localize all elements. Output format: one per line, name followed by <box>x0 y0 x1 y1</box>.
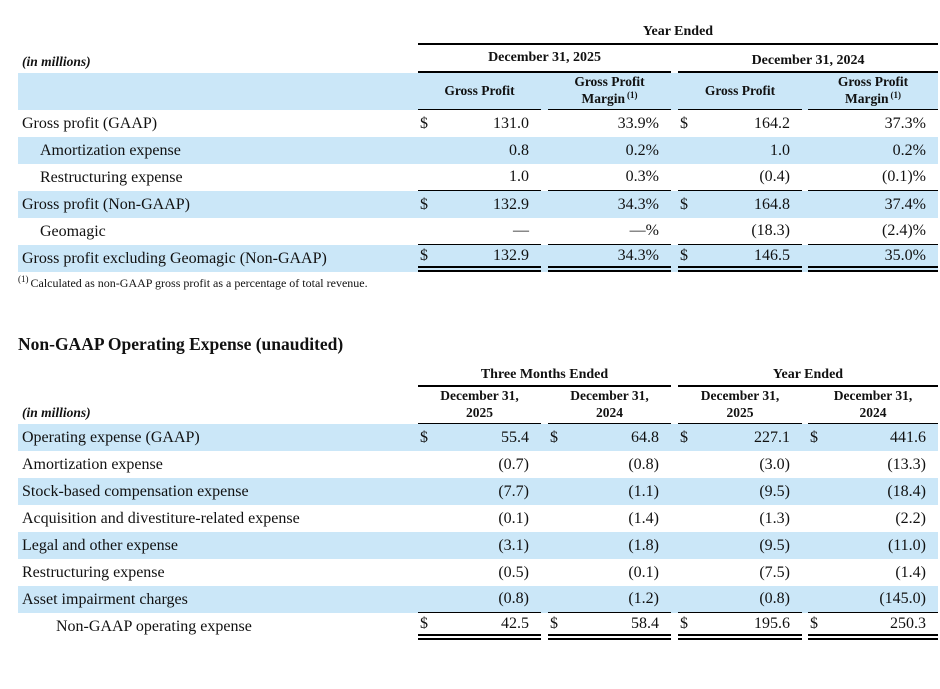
cell <box>418 110 548 137</box>
currency-symbol: $ <box>810 614 818 632</box>
table-row <box>18 586 938 613</box>
table-row <box>18 424 938 451</box>
currency-symbol: $ <box>550 614 558 632</box>
column-label-line2: 2025 <box>466 405 493 420</box>
cell-value: 33.9% <box>617 114 659 132</box>
cell <box>678 559 808 586</box>
year-ended-header: Year Ended <box>418 24 938 45</box>
cell <box>418 191 548 218</box>
cell <box>548 164 678 191</box>
cell <box>678 532 808 559</box>
column-label: Gross Profit <box>837 74 909 90</box>
cell-value: (0.1) <box>628 563 659 581</box>
cell-value: 55.4 <box>501 428 529 446</box>
cell-value: 132.9 <box>493 195 529 213</box>
cell-value: (0.4) <box>759 168 790 185</box>
row-label: Stock-based compensation expense <box>22 482 249 500</box>
column-label: Gross Profit <box>704 82 776 98</box>
cell <box>418 559 548 586</box>
cell-value: 0.2% <box>892 141 926 159</box>
gross-profit-table <box>18 24 938 292</box>
cell <box>808 164 938 191</box>
column-label: December 31, <box>570 388 649 404</box>
cell <box>418 164 548 191</box>
column-header-row <box>18 73 938 110</box>
spacer <box>18 365 418 387</box>
period-header-2025 <box>418 45 671 73</box>
footnote-text: Calculated as non-GAAP gross profit as a percentage of total revenue. <box>30 276 368 290</box>
footnote-marker: (1) <box>18 274 29 284</box>
currency-symbol: $ <box>420 246 428 264</box>
cell-value: (1.8) <box>628 536 659 554</box>
footnote-marker: (1) <box>627 89 638 100</box>
cell-value: (0.8) <box>628 455 659 473</box>
cell <box>418 505 548 532</box>
period-label: Three Months Ended <box>480 367 609 382</box>
table-row <box>18 532 938 559</box>
cell <box>678 586 808 613</box>
row-label: Geomagic <box>40 222 106 240</box>
cell-value: (1.4) <box>628 509 659 527</box>
currency-symbol: $ <box>420 195 428 213</box>
currency-symbol: $ <box>680 246 688 264</box>
cell-value: (0.8) <box>759 590 790 607</box>
row-label: Non-GAAP operating expense <box>56 617 252 635</box>
column-label-line2: 2025 <box>726 405 754 420</box>
cell <box>418 478 548 505</box>
table-row <box>18 478 938 505</box>
cell-value: 35.0% <box>884 246 926 264</box>
in-millions-label: (in millions) <box>22 405 91 420</box>
period-group-header-row <box>18 365 938 387</box>
currency-symbol: $ <box>550 428 558 446</box>
cell-value: (3.0) <box>759 455 790 473</box>
cell-value: (7.7) <box>498 482 529 500</box>
cell <box>808 532 938 559</box>
in-millions-label: (in millions) <box>22 54 91 69</box>
column-header-date <box>678 387 808 424</box>
cell <box>808 451 938 478</box>
cell <box>808 191 938 218</box>
column-label-line2: 2024 <box>859 405 887 420</box>
cell <box>678 137 808 164</box>
cell <box>418 137 548 164</box>
cell <box>678 218 808 245</box>
cell-value: 34.3% <box>617 195 659 213</box>
row-label: Restructuring expense <box>22 563 165 581</box>
cell-value: (0.1) <box>498 509 529 527</box>
cell-value: 64.8 <box>631 428 659 446</box>
column-header-date <box>808 387 938 424</box>
cell <box>548 559 678 586</box>
row-label: Amortization expense <box>40 141 181 159</box>
cell <box>418 613 548 640</box>
table-row <box>18 505 938 532</box>
cell-value: 0.3% <box>625 168 659 185</box>
cell <box>808 613 938 640</box>
cell-value: 131.0 <box>493 114 529 132</box>
cell <box>548 505 678 532</box>
row-label: Gross profit (GAAP) <box>22 114 158 132</box>
table-row <box>18 110 938 137</box>
column-label-line2: 2024 <box>596 405 623 420</box>
column-header-date <box>548 387 678 424</box>
column-label: December 31, <box>700 388 780 404</box>
cell <box>808 586 938 613</box>
cell <box>808 245 938 272</box>
cell <box>418 586 548 613</box>
cell <box>548 218 678 245</box>
period-header-2024 <box>678 45 938 73</box>
table-row <box>18 218 938 245</box>
cell-value: 195.6 <box>754 614 790 632</box>
column-label: Gross Profit <box>444 82 515 98</box>
cell-value: 250.3 <box>890 614 926 632</box>
cell-value: (7.5) <box>759 563 790 581</box>
cell-value: 164.2 <box>754 114 790 132</box>
section-title: Non-GAAP Operating Expense (unaudited) <box>18 334 344 354</box>
cell-value: 37.3% <box>884 114 926 132</box>
currency-symbol: $ <box>420 114 428 132</box>
cell-value: 0.2% <box>625 141 659 159</box>
cell-value: (9.5) <box>759 536 790 554</box>
cell <box>808 424 938 451</box>
currency-symbol: $ <box>680 114 688 132</box>
cell-value: 34.3% <box>617 246 659 264</box>
cell <box>418 451 548 478</box>
cell-value: 58.4 <box>631 614 659 632</box>
cell <box>678 164 808 191</box>
row-label: Amortization expense <box>22 455 163 473</box>
cell-value: (145.0) <box>879 590 926 607</box>
currency-symbol: $ <box>420 614 428 632</box>
column-header-gross-profit-margin <box>808 73 938 110</box>
row-label: Acquisition and divestiture-related expense <box>22 509 300 527</box>
cell-value: 132.9 <box>493 246 529 264</box>
cell-value: (0.1)% <box>882 168 926 185</box>
cell-value: 146.5 <box>754 246 790 264</box>
column-label: December 31, <box>833 388 913 404</box>
table-row <box>18 164 938 191</box>
cell-value: (18.3) <box>751 222 790 239</box>
cell <box>548 137 678 164</box>
cell <box>678 245 808 272</box>
cell <box>808 505 938 532</box>
cell-value: (2.4)% <box>882 222 926 239</box>
row-label: Legal and other expense <box>22 536 178 554</box>
cell-value: (9.5) <box>759 482 790 500</box>
cell-value: 164.8 <box>754 195 790 213</box>
cell-value: (0.5) <box>498 563 529 581</box>
column-label: Gross Profit <box>574 74 645 90</box>
cell <box>808 559 938 586</box>
table-row <box>18 191 938 218</box>
row-label: Asset impairment charges <box>22 590 188 608</box>
cell <box>418 424 548 451</box>
cell <box>548 478 678 505</box>
cell-value: (1.2) <box>628 590 659 607</box>
cell-value: (18.4) <box>887 482 926 500</box>
cell <box>808 110 938 137</box>
currency-symbol: $ <box>680 195 688 213</box>
spacer <box>18 73 418 110</box>
cell-value: (1.1) <box>628 482 659 500</box>
year-ended-header <box>678 365 938 387</box>
table-row <box>18 559 938 586</box>
column-label-line2: Margin $^{(1)}$ <box>581 89 638 106</box>
cell <box>678 505 808 532</box>
cell <box>548 586 678 613</box>
row-label: Operating expense (GAAP) <box>22 428 200 446</box>
period-label: Year Ended <box>772 367 844 382</box>
three-months-ended-header <box>418 365 671 387</box>
column-label: December 31, <box>440 388 519 404</box>
footnote <box>18 272 938 292</box>
cell <box>678 424 808 451</box>
table-header-row <box>18 24 938 45</box>
table-row <box>18 613 938 640</box>
cell-value: (2.2) <box>895 509 926 527</box>
cell <box>808 137 938 164</box>
cell <box>808 218 938 245</box>
row-label: Restructuring expense <box>40 168 183 186</box>
cell-value: 0.8 <box>509 141 529 159</box>
cell-value: — <box>513 222 529 239</box>
spacer <box>18 24 418 45</box>
currency-symbol: $ <box>680 614 688 632</box>
cell <box>678 110 808 137</box>
cell-value: 37.4% <box>884 195 926 213</box>
table-row <box>18 451 938 478</box>
column-header-gross-profit <box>678 73 808 110</box>
cell-value: 441.6 <box>890 428 926 446</box>
cell <box>548 424 678 451</box>
cell-value: (0.7) <box>498 455 529 473</box>
currency-symbol: $ <box>810 428 818 446</box>
cell <box>548 110 678 137</box>
cell-value: (11.0) <box>887 536 926 554</box>
period-label: December 31, 2024 <box>751 52 865 68</box>
column-header-gross-profit <box>418 73 548 110</box>
cell <box>808 478 938 505</box>
cell-value: 42.5 <box>501 614 529 632</box>
cell-value: (3.1) <box>498 536 529 554</box>
cell-value: (1.4) <box>895 563 926 581</box>
cell-value: —% <box>629 222 659 239</box>
cell-value: 1.0 <box>509 168 529 185</box>
cell <box>548 451 678 478</box>
table-row <box>18 137 938 164</box>
cell <box>418 245 548 272</box>
operating-expense-table <box>18 365 938 640</box>
period-header-row <box>18 45 938 73</box>
column-label-line2: Margin $^{(1)}$ <box>845 89 901 106</box>
cell <box>678 191 808 218</box>
cell <box>548 245 678 272</box>
period-label: December 31, 2025 <box>488 50 601 65</box>
footnote-marker: (1) <box>890 89 901 100</box>
currency-symbol: $ <box>680 428 688 446</box>
cell <box>548 613 678 640</box>
cell-value: 227.1 <box>754 428 790 446</box>
column-header-gross-profit-margin <box>548 73 678 110</box>
cell <box>678 478 808 505</box>
cell <box>418 218 548 245</box>
currency-symbol: $ <box>420 428 428 446</box>
table-row <box>18 245 938 272</box>
cell-value: (1.3) <box>759 509 790 527</box>
cell <box>678 613 808 640</box>
cell <box>548 532 678 559</box>
cell-value: 1.0 <box>770 141 790 159</box>
cell-value: (13.3) <box>887 455 926 473</box>
cell <box>678 451 808 478</box>
column-header-date <box>418 387 548 424</box>
cell <box>548 191 678 218</box>
cell <box>418 532 548 559</box>
cell-value: (0.8) <box>498 590 529 607</box>
row-label: Gross profit excluding Geomagic (Non-GAAP) <box>22 249 327 267</box>
row-label: Gross profit (Non-GAAP) <box>22 195 190 213</box>
column-header-row <box>18 387 938 424</box>
